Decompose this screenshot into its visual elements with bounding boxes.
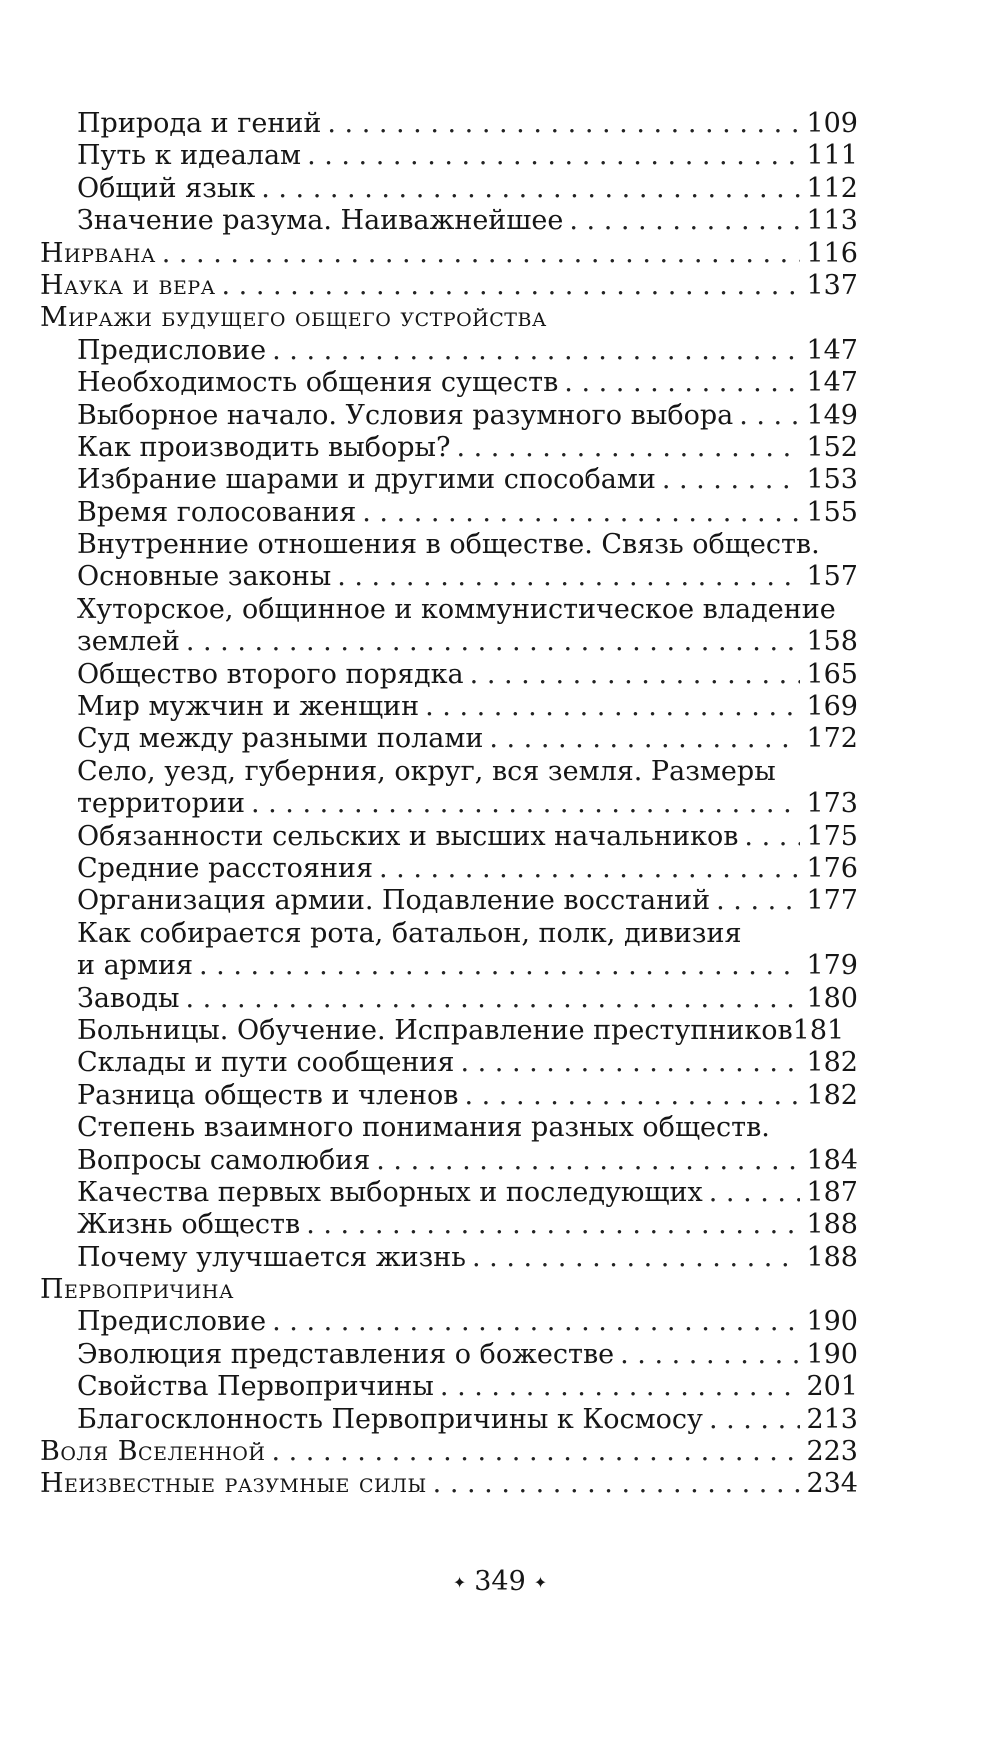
toc-entry-title: Эволюция представления о божестве (77, 1338, 615, 1370)
toc-entry (40, 885, 858, 917)
toc-entry (40, 853, 858, 885)
toc-entry-page: 172 (806, 723, 858, 755)
dot-leader (440, 1371, 801, 1403)
toc-entry-page: 180 (806, 982, 858, 1014)
toc-entry (40, 1047, 858, 1079)
toc-entry (40, 432, 858, 464)
toc-section (40, 302, 858, 334)
dot-leader (251, 788, 801, 820)
dot-leader (199, 950, 800, 982)
toc-entry-title: Вопросы самолюбия (77, 1144, 371, 1176)
dot-leader (564, 367, 800, 399)
toc-entry-title: Время голосования (77, 496, 357, 528)
toc-entry-continuation (40, 626, 858, 658)
toc-entry-title: Как производить выборы? (77, 431, 451, 463)
dot-leader (709, 1404, 801, 1436)
dot-leader (327, 108, 800, 140)
dot-leader (739, 400, 800, 432)
toc-entry-page: 158 (806, 626, 858, 658)
toc-entry-title: Почему улучшается жизнь (77, 1241, 466, 1273)
toc-section-title: Первопричина (40, 1274, 234, 1306)
dot-leader (222, 270, 801, 302)
toc-entry-page: 201 (806, 1371, 858, 1403)
toc-entry-page: 113 (806, 205, 858, 237)
toc-entry (40, 1371, 858, 1403)
toc-entry (40, 367, 858, 399)
toc-entry-title: Заводы (77, 982, 180, 1014)
toc-entry-title: Обязанности сельских и высших начальников (77, 820, 739, 852)
toc-entry (40, 691, 858, 723)
toc-entry (40, 1339, 858, 1371)
ornament-star-icon: ✦ (533, 1572, 548, 1592)
dot-leader (186, 983, 801, 1015)
toc-entry-page: 147 (806, 367, 858, 399)
toc-entry (40, 561, 858, 593)
toc-section (40, 1468, 858, 1500)
toc-entry-title: Мир мужчин и женщин (77, 691, 420, 723)
toc-entry-page: 176 (806, 852, 858, 884)
toc-entry-title: Средние расстояния (77, 852, 373, 884)
toc-entry-page: 184 (806, 1144, 858, 1176)
dot-leader (472, 1242, 800, 1274)
toc-entry-page: 177 (806, 885, 858, 917)
toc-entry-title: Качества первых выборных и последующих (77, 1176, 703, 1208)
toc-entry (40, 1015, 858, 1047)
toc-section (40, 238, 858, 270)
dot-leader (261, 173, 800, 205)
toc-entry-page: 213 (806, 1403, 858, 1435)
ornament-star-icon: ✦ (452, 1572, 467, 1592)
dot-leader (744, 821, 800, 853)
toc-section-page: 116 (806, 237, 858, 269)
toc-entry-page: 165 (806, 658, 858, 690)
dot-leader (456, 432, 800, 464)
toc-entry-wrapped (40, 756, 858, 788)
toc-entry (40, 173, 858, 205)
toc-entry-wrapped (40, 529, 858, 561)
toc-entry-continuation (40, 950, 858, 982)
toc-entry-page: 173 (806, 788, 858, 820)
dot-leader (337, 561, 800, 593)
toc-entry-page: 155 (806, 496, 858, 528)
dot-leader (489, 723, 800, 755)
toc-section (40, 1436, 858, 1468)
toc-entry-title: Как собирается рота, батальон, полк, дивизия (77, 917, 742, 949)
toc-section-title: Миражи будущего общего устройства (40, 302, 547, 334)
toc-entry-continuation (40, 788, 858, 820)
toc-entry-wrapped (40, 918, 858, 950)
dot-leader (433, 1468, 801, 1500)
toc-entry-page: 152 (806, 431, 858, 463)
toc-entry-title: территории (77, 788, 245, 820)
toc-entry (40, 335, 858, 367)
toc-entry-title: Путь к идеалам (77, 140, 302, 172)
toc-entry-title: Значение разума. Наиважнейшее (77, 205, 564, 237)
toc-entry-title: Разница обществ и членов (77, 1079, 459, 1111)
toc-entry-title: Село, уезд, губерния, округ, вся земля. Размеры (77, 755, 776, 787)
toc-entry-title: Природа и гений (77, 108, 322, 139)
toc-entry-page: 111 (806, 140, 858, 172)
toc-entry-page: 169 (806, 691, 858, 723)
toc-entry-title: Степень взаимного понимания разных обществ. (77, 1112, 770, 1144)
toc-entry-title: Внутренние отношения в обществе. Связь обществ. (77, 529, 820, 561)
dot-leader (272, 1306, 800, 1338)
toc-entry-title: Необходимость общения существ (77, 367, 559, 399)
toc-entry (40, 1209, 858, 1241)
dot-leader (460, 1047, 800, 1079)
page-number: 349 (474, 1566, 526, 1597)
dot-leader (470, 659, 801, 691)
dot-leader (272, 335, 800, 367)
toc-section-title: Неизвестные разумные силы (40, 1468, 427, 1500)
toc-entry-page: 109 (806, 108, 858, 139)
dot-leader (569, 205, 800, 237)
dot-leader (376, 1145, 800, 1177)
toc-entry (40, 464, 858, 496)
toc-section-page: 234 (806, 1468, 858, 1500)
toc-entry-page: 112 (806, 172, 858, 204)
toc-entry-title: Больницы. Обучение. Исправление преступников (77, 1014, 793, 1046)
toc-entry (40, 205, 858, 237)
toc-entry-title: Избрание шарами и другими способами (77, 464, 656, 496)
toc-entry-title: Общество второго порядка (77, 658, 464, 690)
toc-entry (40, 723, 858, 755)
toc-section-title: Нирвана (40, 237, 156, 269)
toc-section-page: 137 (806, 269, 858, 301)
toc-entry-wrapped (40, 594, 858, 626)
dot-leader (186, 626, 801, 658)
toc-entry-page: 147 (806, 334, 858, 366)
dot-leader (379, 853, 800, 885)
toc-entry (40, 400, 858, 432)
dot-leader (464, 1080, 800, 1112)
toc-entry-page: 182 (806, 1079, 858, 1111)
dot-leader (306, 1209, 800, 1241)
toc-entry-title: Основные законы (77, 561, 332, 593)
toc-entry-page: 175 (806, 820, 858, 852)
toc-entry-title: Жизнь обществ (77, 1209, 301, 1241)
toc-entry-page: 188 (806, 1209, 858, 1241)
dot-leader (662, 464, 801, 496)
toc-entry-title: Суд между разными полами (77, 723, 484, 755)
dot-leader (709, 1177, 801, 1209)
toc-entry-page: 182 (806, 1047, 858, 1079)
toc-section-title: Наука и вера (40, 269, 216, 301)
dot-leader (425, 691, 800, 723)
toc-entry-page: 179 (806, 950, 858, 982)
dot-leader (620, 1339, 800, 1371)
toc-entry-title: Предисловие (77, 1306, 267, 1338)
dot-leader (307, 140, 800, 172)
dot-leader (271, 1436, 800, 1468)
toc-entry (40, 1177, 858, 1209)
toc-entry (40, 821, 858, 853)
toc-entry-title: Предисловие (77, 334, 267, 366)
dot-leader (162, 238, 801, 270)
toc-entry (40, 1080, 858, 1112)
toc-section-page: 223 (806, 1436, 858, 1468)
toc-entry-title: и армия (77, 950, 193, 982)
toc-entry (40, 1306, 858, 1338)
table-of-contents (40, 108, 858, 1501)
toc-entry (40, 1145, 858, 1177)
toc-entry-page: 153 (806, 464, 858, 496)
toc-entry (40, 1404, 858, 1436)
toc-entry-title: Склады и пути сообщения (77, 1047, 455, 1079)
toc-entry-page: 149 (806, 399, 858, 431)
toc-entry (40, 497, 858, 529)
toc-entry-page: 190 (806, 1338, 858, 1370)
toc-entry-title: Организация армии. Подавление восстаний (77, 885, 711, 917)
toc-entry-page: 187 (806, 1176, 858, 1208)
dot-leader (362, 497, 800, 529)
toc-entry-page: 190 (806, 1306, 858, 1338)
toc-entry-title: землей (77, 626, 180, 658)
page-number-footer (0, 1566, 1000, 1599)
toc-entry-page: 188 (806, 1241, 858, 1273)
toc-entry-page: 157 (806, 561, 858, 593)
toc-entry-wrapped (40, 1112, 858, 1144)
dot-leader (716, 885, 800, 917)
toc-entry-title: Благосклонность Первопричины к Космосу (77, 1403, 703, 1435)
toc-section-title: Воля Вселенной (40, 1436, 266, 1468)
toc-entry (40, 659, 858, 691)
toc-entry (40, 1242, 858, 1274)
toc-entry (40, 140, 858, 172)
toc-entry (40, 108, 858, 140)
toc-section (40, 270, 858, 302)
toc-entry-page: 181 (792, 1014, 845, 1046)
toc-entry-title: Свойства Первопричины (77, 1371, 434, 1403)
toc-entry-title: Выборное начало. Условия разумного выбора (77, 399, 734, 431)
toc-entry-title: Общий язык (77, 172, 256, 204)
toc-entry-title: Хуторское, общинное и коммунистическое владение (77, 593, 836, 625)
toc-entry (40, 983, 858, 1015)
toc-section (40, 1274, 858, 1306)
